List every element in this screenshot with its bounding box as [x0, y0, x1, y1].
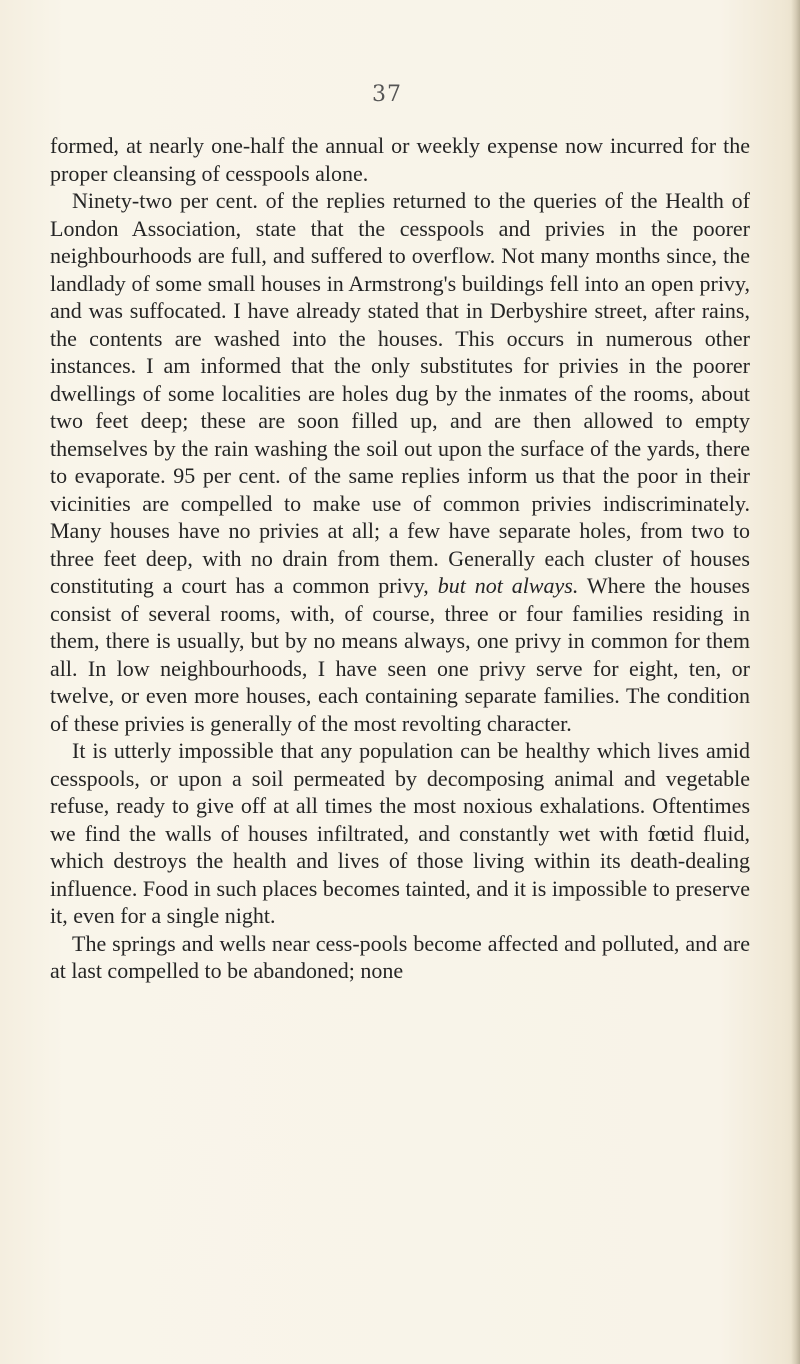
page-number: 37	[372, 82, 402, 107]
paragraph-2	[50, 187, 750, 737]
body-text	[50, 132, 750, 985]
page-edge-shadow	[791, 0, 800, 1364]
paragraph-2-text-start: Ninety-two per cent. of the replies returned to the queries of the Health of London Association, state that the cesspools and privies in the poorer neighbourhoods are full, and suffered to overflow. Not many months since, the landlady of some small houses in Armstrong's buildings fell into an open privy, and was suffocated. I have already stated that in Derbyshire street, after rains, the contents are washed into the houses. This occurs in numerous other instances. I am informed that the only substitutes for privies in the poorer dwellings of some localities are holes dug by the inmates of the rooms, about two feet deep; these are soon filled up, and are then allowed to empty themselves by the rain washing the soil out upon the surface of the yards, there to evaporate. 95 per cent. of the same replies inform us that the poor in their vicinities are compelled to make use of common privies indiscriminately. Many houses have no privies at all; a few have separate holes, from two to three feet deep, with no drain from them. Generally each cluster of houses constituting a court has a common privy,	[50, 188, 750, 598]
paragraph-1: formed, at nearly one-half the annual or weekly expense now incurred for the proper cleansing of cesspools alone.	[50, 133, 750, 186]
paragraph-2-italic-text: but not always.	[437, 573, 579, 598]
paragraph-3: It is utterly impossible that any population can be healthy which lives amid cesspools, or upon a soil permeated by decomposing animal and vegetable refuse, ready to give off at all times the most noxious exhalations. Oftentimes we find the walls of houses infiltrated, and constantly wet with fœtid fluid, which destroys the health and lives of those living within its death-dealing influence. Food in such places becomes tainted, and it is impossible to preserve it, even for a single night.	[50, 738, 750, 928]
paragraph-4: The springs and wells near cess-pools become affected and polluted, and are at last compelled to be abandoned; none	[50, 930, 750, 983]
paragraph-2-text-end: Where the houses consist of several rooms, with, of course, three or four families residing in them, there is usually, but by no means always, one privy in common for them all. In low neighbourhoods, I have seen one privy serve for eight, ten, or twelve, or even more houses, each containing separate families. The condition of these privies is generally of the most revolting character.	[50, 573, 750, 736]
